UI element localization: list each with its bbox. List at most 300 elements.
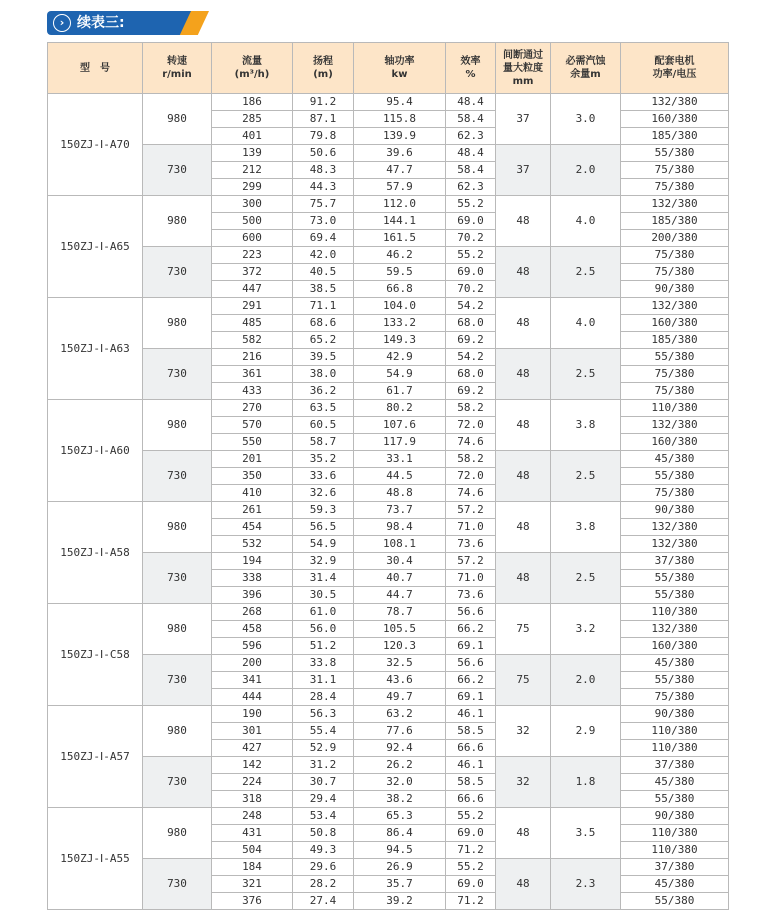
- efficiency-cell: 56.6: [446, 604, 496, 621]
- flow-cell: 396: [212, 587, 293, 604]
- power-cell: 161.5: [354, 230, 446, 247]
- efficiency-cell: 73.6: [446, 587, 496, 604]
- head-cell: 40.5: [293, 264, 354, 281]
- particle-cell: 48: [496, 400, 551, 451]
- power-cell: 39.2: [354, 893, 446, 910]
- efficiency-cell: 70.2: [446, 281, 496, 298]
- motor-cell: 55/380: [621, 893, 729, 910]
- efficiency-cell: 70.2: [446, 230, 496, 247]
- flow-cell: 361: [212, 366, 293, 383]
- speed-cell: 980: [143, 400, 212, 451]
- efficiency-cell: 69.0: [446, 264, 496, 281]
- power-cell: 86.4: [354, 825, 446, 842]
- model-cell: 150ZJ-Ⅰ-A60: [48, 400, 143, 502]
- efficiency-cell: 62.3: [446, 179, 496, 196]
- head-cell: 60.5: [293, 417, 354, 434]
- flow-cell: 184: [212, 859, 293, 876]
- power-cell: 63.2: [354, 706, 446, 723]
- head-cell: 52.9: [293, 740, 354, 757]
- flow-cell: 376: [212, 893, 293, 910]
- power-cell: 30.4: [354, 553, 446, 570]
- flow-cell: 300: [212, 196, 293, 213]
- flow-cell: 550: [212, 434, 293, 451]
- head-cell: 31.4: [293, 570, 354, 587]
- power-cell: 48.8: [354, 485, 446, 502]
- table-row: [48, 145, 729, 162]
- flow-cell: 190: [212, 706, 293, 723]
- power-cell: 133.2: [354, 315, 446, 332]
- npsh-cell: 3.5: [551, 808, 621, 859]
- efficiency-cell: 69.1: [446, 689, 496, 706]
- power-cell: 98.4: [354, 519, 446, 536]
- flow-cell: 261: [212, 502, 293, 519]
- flow-cell: 139: [212, 145, 293, 162]
- efficiency-cell: 48.4: [446, 94, 496, 111]
- head-cell: 54.9: [293, 536, 354, 553]
- efficiency-cell: 69.0: [446, 876, 496, 893]
- flow-cell: 285: [212, 111, 293, 128]
- flow-cell: 200: [212, 655, 293, 672]
- efficiency-cell: 66.6: [446, 740, 496, 757]
- flow-cell: 224: [212, 774, 293, 791]
- table-row: [48, 706, 729, 723]
- flow-cell: 485: [212, 315, 293, 332]
- motor-cell: 110/380: [621, 825, 729, 842]
- motor-cell: 185/380: [621, 332, 729, 349]
- flow-cell: 301: [212, 723, 293, 740]
- motor-cell: 160/380: [621, 638, 729, 655]
- table-row: [48, 859, 729, 876]
- efficiency-cell: 68.0: [446, 315, 496, 332]
- head-cell: 39.5: [293, 349, 354, 366]
- motor-cell: 132/380: [621, 94, 729, 111]
- particle-cell: 48: [496, 298, 551, 349]
- motor-cell: 90/380: [621, 502, 729, 519]
- power-cell: 33.1: [354, 451, 446, 468]
- efficiency-cell: 71.0: [446, 570, 496, 587]
- head-cell: 59.3: [293, 502, 354, 519]
- flow-cell: 186: [212, 94, 293, 111]
- efficiency-cell: 69.2: [446, 332, 496, 349]
- head-cell: 58.7: [293, 434, 354, 451]
- power-cell: 32.0: [354, 774, 446, 791]
- motor-cell: 110/380: [621, 604, 729, 621]
- flow-cell: 338: [212, 570, 293, 587]
- flow-cell: 216: [212, 349, 293, 366]
- motor-cell: 160/380: [621, 434, 729, 451]
- motor-cell: 132/380: [621, 196, 729, 213]
- motor-cell: 55/380: [621, 587, 729, 604]
- head-cell: 87.1: [293, 111, 354, 128]
- model-cell: 150ZJ-Ⅰ-A70: [48, 94, 143, 196]
- head-cell: 38.0: [293, 366, 354, 383]
- npsh-cell: 3.8: [551, 400, 621, 451]
- efficiency-cell: 69.1: [446, 638, 496, 655]
- motor-cell: 132/380: [621, 298, 729, 315]
- efficiency-cell: 55.2: [446, 247, 496, 264]
- flow-cell: 401: [212, 128, 293, 145]
- header-efficiency: 效率 %: [446, 43, 496, 94]
- flow-cell: 582: [212, 332, 293, 349]
- efficiency-cell: 69.2: [446, 383, 496, 400]
- table-row: [48, 94, 729, 111]
- motor-cell: 55/380: [621, 468, 729, 485]
- power-cell: 107.6: [354, 417, 446, 434]
- motor-cell: 55/380: [621, 145, 729, 162]
- speed-cell: 730: [143, 349, 212, 400]
- motor-cell: 75/380: [621, 162, 729, 179]
- table-row: [48, 196, 729, 213]
- head-cell: 55.4: [293, 723, 354, 740]
- motor-cell: 55/380: [621, 672, 729, 689]
- motor-cell: 200/380: [621, 230, 729, 247]
- table-header-row: [48, 43, 729, 94]
- table-body: [48, 94, 729, 910]
- efficiency-cell: 46.1: [446, 757, 496, 774]
- speed-cell: 730: [143, 859, 212, 910]
- speed-cell: 980: [143, 604, 212, 655]
- npsh-cell: 3.0: [551, 94, 621, 145]
- flow-cell: 194: [212, 553, 293, 570]
- head-cell: 48.3: [293, 162, 354, 179]
- efficiency-cell: 66.2: [446, 621, 496, 638]
- table-row: [48, 757, 729, 774]
- motor-cell: 132/380: [621, 519, 729, 536]
- motor-cell: 55/380: [621, 791, 729, 808]
- efficiency-cell: 69.0: [446, 825, 496, 842]
- head-cell: 56.3: [293, 706, 354, 723]
- head-cell: 32.9: [293, 553, 354, 570]
- npsh-cell: 4.0: [551, 298, 621, 349]
- table-row: [48, 451, 729, 468]
- flow-cell: 500: [212, 213, 293, 230]
- power-cell: 61.7: [354, 383, 446, 400]
- table-row: [48, 604, 729, 621]
- power-cell: 94.5: [354, 842, 446, 859]
- efficiency-cell: 69.0: [446, 213, 496, 230]
- head-cell: 65.2: [293, 332, 354, 349]
- efficiency-cell: 58.2: [446, 400, 496, 417]
- power-cell: 77.6: [354, 723, 446, 740]
- head-cell: 79.8: [293, 128, 354, 145]
- head-cell: 69.4: [293, 230, 354, 247]
- power-cell: 104.0: [354, 298, 446, 315]
- efficiency-cell: 66.2: [446, 672, 496, 689]
- particle-cell: 48: [496, 349, 551, 400]
- power-cell: 49.7: [354, 689, 446, 706]
- power-cell: 26.2: [354, 757, 446, 774]
- npsh-cell: 2.5: [551, 553, 621, 604]
- particle-cell: 75: [496, 655, 551, 706]
- power-cell: 105.5: [354, 621, 446, 638]
- head-cell: 73.0: [293, 213, 354, 230]
- flow-cell: 341: [212, 672, 293, 689]
- flow-cell: 570: [212, 417, 293, 434]
- motor-cell: 90/380: [621, 281, 729, 298]
- pump-spec-table: [47, 42, 729, 910]
- flow-cell: 600: [212, 230, 293, 247]
- efficiency-cell: 48.4: [446, 145, 496, 162]
- model-cell: 150ZJ-Ⅰ-A57: [48, 706, 143, 808]
- motor-cell: 90/380: [621, 808, 729, 825]
- npsh-cell: 2.5: [551, 451, 621, 502]
- motor-cell: 45/380: [621, 876, 729, 893]
- power-cell: 38.2: [354, 791, 446, 808]
- efficiency-cell: 57.2: [446, 553, 496, 570]
- efficiency-cell: 56.6: [446, 655, 496, 672]
- efficiency-cell: 73.6: [446, 536, 496, 553]
- table-row: [48, 808, 729, 825]
- npsh-cell: 2.5: [551, 349, 621, 400]
- motor-cell: 75/380: [621, 179, 729, 196]
- motor-cell: 110/380: [621, 400, 729, 417]
- flow-cell: 454: [212, 519, 293, 536]
- efficiency-cell: 71.0: [446, 519, 496, 536]
- chevron-right-circle-icon: ›: [53, 14, 71, 32]
- flow-cell: 596: [212, 638, 293, 655]
- head-cell: 32.6: [293, 485, 354, 502]
- motor-cell: 132/380: [621, 621, 729, 638]
- motor-cell: 45/380: [621, 774, 729, 791]
- flow-cell: 318: [212, 791, 293, 808]
- head-cell: 63.5: [293, 400, 354, 417]
- motor-cell: 75/380: [621, 247, 729, 264]
- motor-cell: 110/380: [621, 842, 729, 859]
- flow-cell: 248: [212, 808, 293, 825]
- particle-cell: 48: [496, 808, 551, 859]
- model-cell: 150ZJ-Ⅰ-A55: [48, 808, 143, 910]
- head-cell: 31.1: [293, 672, 354, 689]
- speed-cell: 730: [143, 655, 212, 706]
- header-power: 轴功率 kw: [354, 43, 446, 94]
- particle-cell: 48: [496, 196, 551, 247]
- table-row: [48, 502, 729, 519]
- npsh-cell: 2.9: [551, 706, 621, 757]
- model-cell: 150ZJ-Ⅰ-A65: [48, 196, 143, 298]
- header-speed: 转速 r/min: [143, 43, 212, 94]
- flow-cell: 201: [212, 451, 293, 468]
- speed-cell: 730: [143, 757, 212, 808]
- flow-cell: 372: [212, 264, 293, 281]
- power-cell: 59.5: [354, 264, 446, 281]
- power-cell: 92.4: [354, 740, 446, 757]
- efficiency-cell: 55.2: [446, 196, 496, 213]
- table-row: [48, 247, 729, 264]
- efficiency-cell: 71.2: [446, 893, 496, 910]
- particle-cell: 48: [496, 451, 551, 502]
- head-cell: 30.7: [293, 774, 354, 791]
- head-cell: 36.2: [293, 383, 354, 400]
- speed-cell: 980: [143, 298, 212, 349]
- power-cell: 144.1: [354, 213, 446, 230]
- power-cell: 35.7: [354, 876, 446, 893]
- motor-cell: 110/380: [621, 723, 729, 740]
- table-row: [48, 553, 729, 570]
- speed-cell: 730: [143, 145, 212, 196]
- efficiency-cell: 71.2: [446, 842, 496, 859]
- head-cell: 56.5: [293, 519, 354, 536]
- motor-cell: 75/380: [621, 689, 729, 706]
- motor-cell: 45/380: [621, 451, 729, 468]
- motor-cell: 132/380: [621, 536, 729, 553]
- power-cell: 47.7: [354, 162, 446, 179]
- power-cell: 149.3: [354, 332, 446, 349]
- power-cell: 44.5: [354, 468, 446, 485]
- npsh-cell: 2.0: [551, 145, 621, 196]
- efficiency-cell: 58.5: [446, 774, 496, 791]
- head-cell: 56.0: [293, 621, 354, 638]
- head-cell: 33.6: [293, 468, 354, 485]
- flow-cell: 270: [212, 400, 293, 417]
- header-particle: 间断通过 量大粒度 mm: [496, 43, 551, 94]
- motor-cell: 75/380: [621, 383, 729, 400]
- power-cell: 95.4: [354, 94, 446, 111]
- power-cell: 54.9: [354, 366, 446, 383]
- head-cell: 61.0: [293, 604, 354, 621]
- header-npsh: 必需汽蚀 余量m: [551, 43, 621, 94]
- power-cell: 115.8: [354, 111, 446, 128]
- speed-cell: 730: [143, 247, 212, 298]
- head-cell: 28.4: [293, 689, 354, 706]
- section-title: 续表三:: [77, 15, 125, 31]
- particle-cell: 48: [496, 502, 551, 553]
- efficiency-cell: 54.2: [446, 349, 496, 366]
- head-cell: 27.4: [293, 893, 354, 910]
- power-cell: 57.9: [354, 179, 446, 196]
- table-row: [48, 349, 729, 366]
- speed-cell: 730: [143, 553, 212, 604]
- flow-cell: 299: [212, 179, 293, 196]
- power-cell: 108.1: [354, 536, 446, 553]
- efficiency-cell: 74.6: [446, 485, 496, 502]
- head-cell: 38.5: [293, 281, 354, 298]
- speed-cell: 980: [143, 196, 212, 247]
- header-motor: 配套电机 功率/电压: [621, 43, 729, 94]
- efficiency-cell: 74.6: [446, 434, 496, 451]
- head-cell: 50.8: [293, 825, 354, 842]
- head-cell: 49.3: [293, 842, 354, 859]
- motor-cell: 37/380: [621, 859, 729, 876]
- npsh-cell: 2.5: [551, 247, 621, 298]
- particle-cell: 48: [496, 553, 551, 604]
- power-cell: 44.7: [354, 587, 446, 604]
- particle-cell: 48: [496, 247, 551, 298]
- power-cell: 80.2: [354, 400, 446, 417]
- head-cell: 28.2: [293, 876, 354, 893]
- header-model: 型 号: [48, 43, 143, 94]
- head-cell: 51.2: [293, 638, 354, 655]
- head-cell: 42.0: [293, 247, 354, 264]
- head-cell: 71.1: [293, 298, 354, 315]
- model-cell: 150ZJ-Ⅰ-A58: [48, 502, 143, 604]
- efficiency-cell: 72.0: [446, 468, 496, 485]
- efficiency-cell: 55.2: [446, 808, 496, 825]
- motor-cell: 185/380: [621, 128, 729, 145]
- flow-cell: 268: [212, 604, 293, 621]
- efficiency-cell: 58.2: [446, 451, 496, 468]
- power-cell: 78.7: [354, 604, 446, 621]
- flow-cell: 223: [212, 247, 293, 264]
- flow-cell: 433: [212, 383, 293, 400]
- particle-cell: 37: [496, 145, 551, 196]
- motor-cell: 37/380: [621, 757, 729, 774]
- motor-cell: 160/380: [621, 315, 729, 332]
- power-cell: 40.7: [354, 570, 446, 587]
- head-cell: 31.2: [293, 757, 354, 774]
- speed-cell: 980: [143, 94, 212, 145]
- speed-cell: 980: [143, 808, 212, 859]
- power-cell: 43.6: [354, 672, 446, 689]
- motor-cell: 55/380: [621, 349, 729, 366]
- particle-cell: 37: [496, 94, 551, 145]
- particle-cell: 48: [496, 859, 551, 910]
- flow-cell: 431: [212, 825, 293, 842]
- npsh-cell: 3.2: [551, 604, 621, 655]
- power-cell: 112.0: [354, 196, 446, 213]
- head-cell: 68.6: [293, 315, 354, 332]
- head-cell: 35.2: [293, 451, 354, 468]
- motor-cell: 90/380: [621, 706, 729, 723]
- header-flow: 流量 (m³/h): [212, 43, 293, 94]
- motor-cell: 37/380: [621, 553, 729, 570]
- npsh-cell: 2.0: [551, 655, 621, 706]
- speed-cell: 980: [143, 706, 212, 757]
- model-cell: 150ZJ-Ⅰ-C58: [48, 604, 143, 706]
- power-cell: 117.9: [354, 434, 446, 451]
- particle-cell: 32: [496, 757, 551, 808]
- power-cell: 73.7: [354, 502, 446, 519]
- power-cell: 26.9: [354, 859, 446, 876]
- efficiency-cell: 58.4: [446, 162, 496, 179]
- head-cell: 50.6: [293, 145, 354, 162]
- efficiency-cell: 68.0: [446, 366, 496, 383]
- speed-cell: 730: [143, 451, 212, 502]
- flow-cell: 321: [212, 876, 293, 893]
- flow-cell: 458: [212, 621, 293, 638]
- flow-cell: 427: [212, 740, 293, 757]
- header-head: 扬程 (m): [293, 43, 354, 94]
- particle-cell: 32: [496, 706, 551, 757]
- motor-cell: 75/380: [621, 264, 729, 281]
- head-cell: 29.6: [293, 859, 354, 876]
- flow-cell: 291: [212, 298, 293, 315]
- power-cell: 139.9: [354, 128, 446, 145]
- head-cell: 29.4: [293, 791, 354, 808]
- flow-cell: 444: [212, 689, 293, 706]
- efficiency-cell: 58.4: [446, 111, 496, 128]
- head-cell: 53.4: [293, 808, 354, 825]
- efficiency-cell: 55.2: [446, 859, 496, 876]
- efficiency-cell: 66.6: [446, 791, 496, 808]
- head-cell: 30.5: [293, 587, 354, 604]
- efficiency-cell: 46.1: [446, 706, 496, 723]
- power-cell: 66.8: [354, 281, 446, 298]
- npsh-cell: 1.8: [551, 757, 621, 808]
- efficiency-cell: 62.3: [446, 128, 496, 145]
- motor-cell: 75/380: [621, 366, 729, 383]
- motor-cell: 75/380: [621, 485, 729, 502]
- speed-cell: 980: [143, 502, 212, 553]
- motor-cell: 110/380: [621, 740, 729, 757]
- power-cell: 39.6: [354, 145, 446, 162]
- power-cell: 120.3: [354, 638, 446, 655]
- power-cell: 32.5: [354, 655, 446, 672]
- model-cell: 150ZJ-Ⅰ-A63: [48, 298, 143, 400]
- motor-cell: 55/380: [621, 570, 729, 587]
- table-row: [48, 400, 729, 417]
- efficiency-cell: 58.5: [446, 723, 496, 740]
- head-cell: 91.2: [293, 94, 354, 111]
